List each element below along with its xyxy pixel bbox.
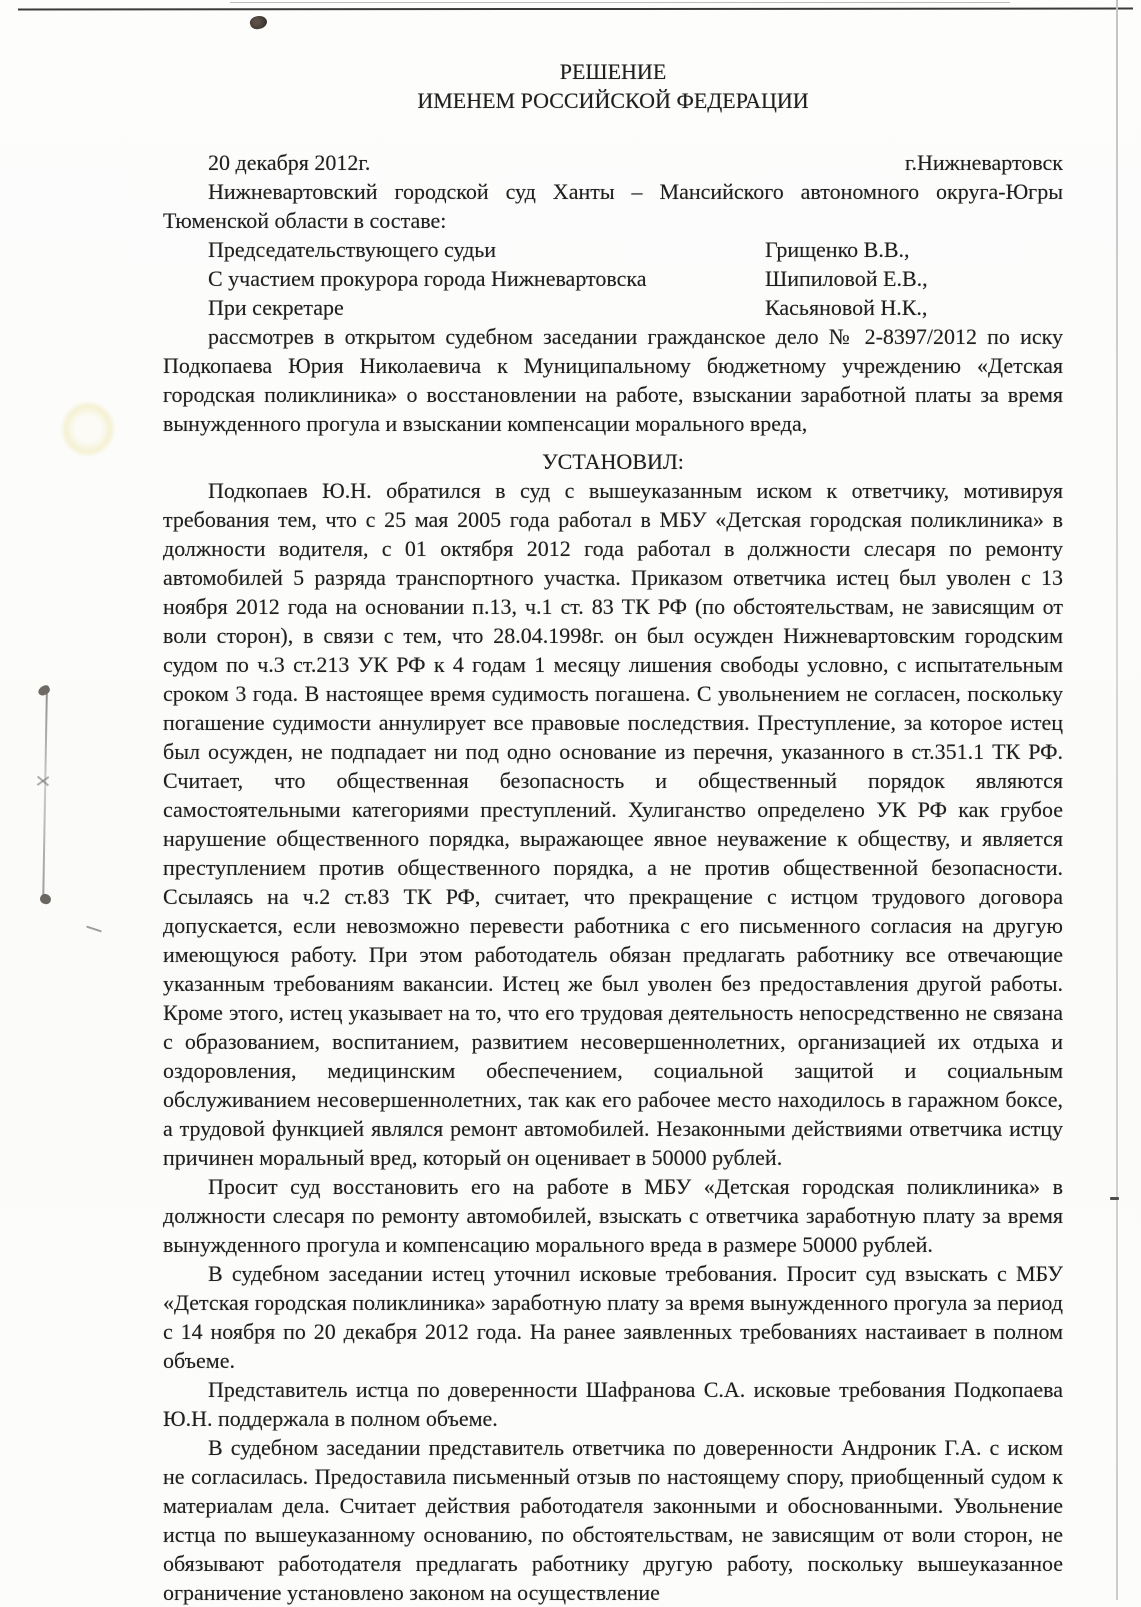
- staple-mark: [248, 14, 268, 32]
- decision-city: г.Нижневартовск: [904, 150, 1063, 175]
- scan-right-edge-line: [1116, 0, 1118, 1600]
- composition-row-prosecutor: [163, 264, 1063, 293]
- body-paragraph-5: В судебном заседании представитель ответчика по доверенности Андроник Г.А. с иском не согласилась. Предоставила письменный отзыв по настоящему спору, приобщенный судом к материалам дела. Считает действия работодателя законными и обоснованными. Увольнение истца по вышеуказанному основанию, по обстоятельствам, не зависящим от воли сторон, не обязывают работодателя предлагать работнику другую работу, поскольку вышеуказанное ограничение установлено законом на осуществление: [163, 1435, 1063, 1605]
- prosecutor-name: Шипиловой Е.В.,: [765, 266, 928, 291]
- role-secretary: При секретаре: [208, 295, 344, 320]
- judge-name: Грищенко В.В.,: [765, 237, 910, 262]
- composition-row-judge: [163, 235, 1063, 264]
- decision-title-line1: РЕШЕНИЕ: [559, 59, 667, 84]
- date-city-row: [163, 148, 1063, 177]
- body-paragraph-4: Представитель истца по доверенности Шафранова С.А. исковые требования Подкопаева Ю.Н. поддержала в полном объеме.: [163, 1377, 1063, 1431]
- margin-tick-mark: [86, 926, 102, 933]
- body-paragraph-1: Подкопаев Ю.Н. обратился в суд с вышеуказанным иском к ответчику, мотивируя требования тем, что с 25 мая 2005 года работал в МБУ «Детская городская поликлиника» в должности водителя, с 01 октября 2012 года работал в должности слесаря по ремонту автомобилей 5 разряда транспортного участка. Приказом ответчика истец был уволен с 13 ноября 2012 года на основании п.13, ч.1 ст. 83 ТК РФ (по обстоятельствам, не зависящим от воли сторон), в связи с тем, что 28.04.1998г. он был осужден Нижневартовским городским судом по ч.3 ст.213 УК РФ к 4 годам 1 месяцу лишения свободы условно, с испытательным сроком 3 года. В настоящее время судимость погашена. С увольнением не согласен, поскольку погашение судимости аннулирует все правовые последствия. Преступление, за которое истец был осужден, не подпадает ни под одно основание из перечня, указанного в ст.351.1 ТК РФ. Считает, что общественная безопасность и общественный порядок являются самостоятельными категориями преступлений. Хулиганство определено УК РФ как грубое нарушение общественного порядка, выражающее явное неуважение к обществу, и является преступлением против общественного порядка, а не против общественной безопасности. Ссылаясь на ч.2 ст.83 ТК РФ, считает, что прекращение с истцом трудового договора допускается, если невозможно перевести работника с его письменного согласия на другую имеющуюся работу. При этом работодатель обязан предлагать работнику все отвечающие указанным требованиям вакансии. Истец же был уволен без предоставления другой работы. Кроме этого, истец указывает на то, что его трудовая деятельность непосредственно не связана с образованием, воспитанием, развитием несовершеннолетних, организацией их отдыха и оздоровления, медицинским обеспечением, социальной защитой и социальным обслуживанием несовершеннолетних, так как его рабочее место находилось в гаражном боксе, а трудовой функцией являлся ремонт автомобилей. Незаконными действиями ответчика истцу причинен моральный вред, который он оценивает в 50000 рублей.: [163, 478, 1063, 1170]
- pencil-line-bottom-blob: [39, 893, 52, 906]
- document-text-block: [163, 57, 1063, 1607]
- composition-row-secretary: [163, 293, 1063, 322]
- decision-title-line2: ИМЕНЕМ РОССИЙСКОЙ ФЕДЕРАЦИИ: [417, 88, 809, 113]
- pencil-line-top-blob: [37, 684, 52, 697]
- right-margin-dash-mark: [1110, 1197, 1119, 1200]
- case-intro-paragraph: рассмотрев в открытом судебном заседании гражданское дело № 2-8397/2012 по иску Подкопаева Юрия Николаевича к Муниципальному бюджетному учреждению «Детская городская поликлиника» о восстановлении на работе, взыскании заработной платы за время вынужденного прогула и взыскании компенсации морального вреда,: [163, 324, 1063, 436]
- margin-pencil-line: [42, 692, 48, 902]
- body-paragraph-2: Просит суд восстановить его на работе в МБУ «Детская городская поликлиника» в должности слесаря по ремонту автомобилей, взыскать с ответчика заработную плату за время вынужденного прогула и компенсацию морального вреда в размере 50000 рублей.: [163, 1174, 1063, 1257]
- section-heading-ustanovil: УСТАНОВИЛ:: [542, 449, 684, 474]
- scan-top-edge-line: [18, 8, 1133, 11]
- role-prosecutor: С участием прокурора города Нижневартовска: [208, 266, 647, 291]
- decision-date: 20 декабря 2012г.: [208, 150, 371, 175]
- secretary-name: Касьяновой Н.К.,: [765, 295, 928, 320]
- court-intro: Нижневартовский городской суд Ханты – Мансийского автономного округа-Югры Тюменской области в составе:: [163, 179, 1063, 233]
- scan-top-edge-faint-line: [230, 2, 1010, 3]
- paper-stain-mark: [45, 385, 131, 472]
- role-presiding-judge: Председательствующего судьи: [208, 237, 497, 262]
- body-paragraph-3: В судебном заседании истец уточнил исковые требования. Просит суд взыскать с МБУ «Детская городская поликлиника» заработную плату за время вынужденного прогула за период с 14 ноября по 20 декабря 2012 года. На ранее заявленных требованиях настаивает в полном объеме.: [163, 1261, 1063, 1373]
